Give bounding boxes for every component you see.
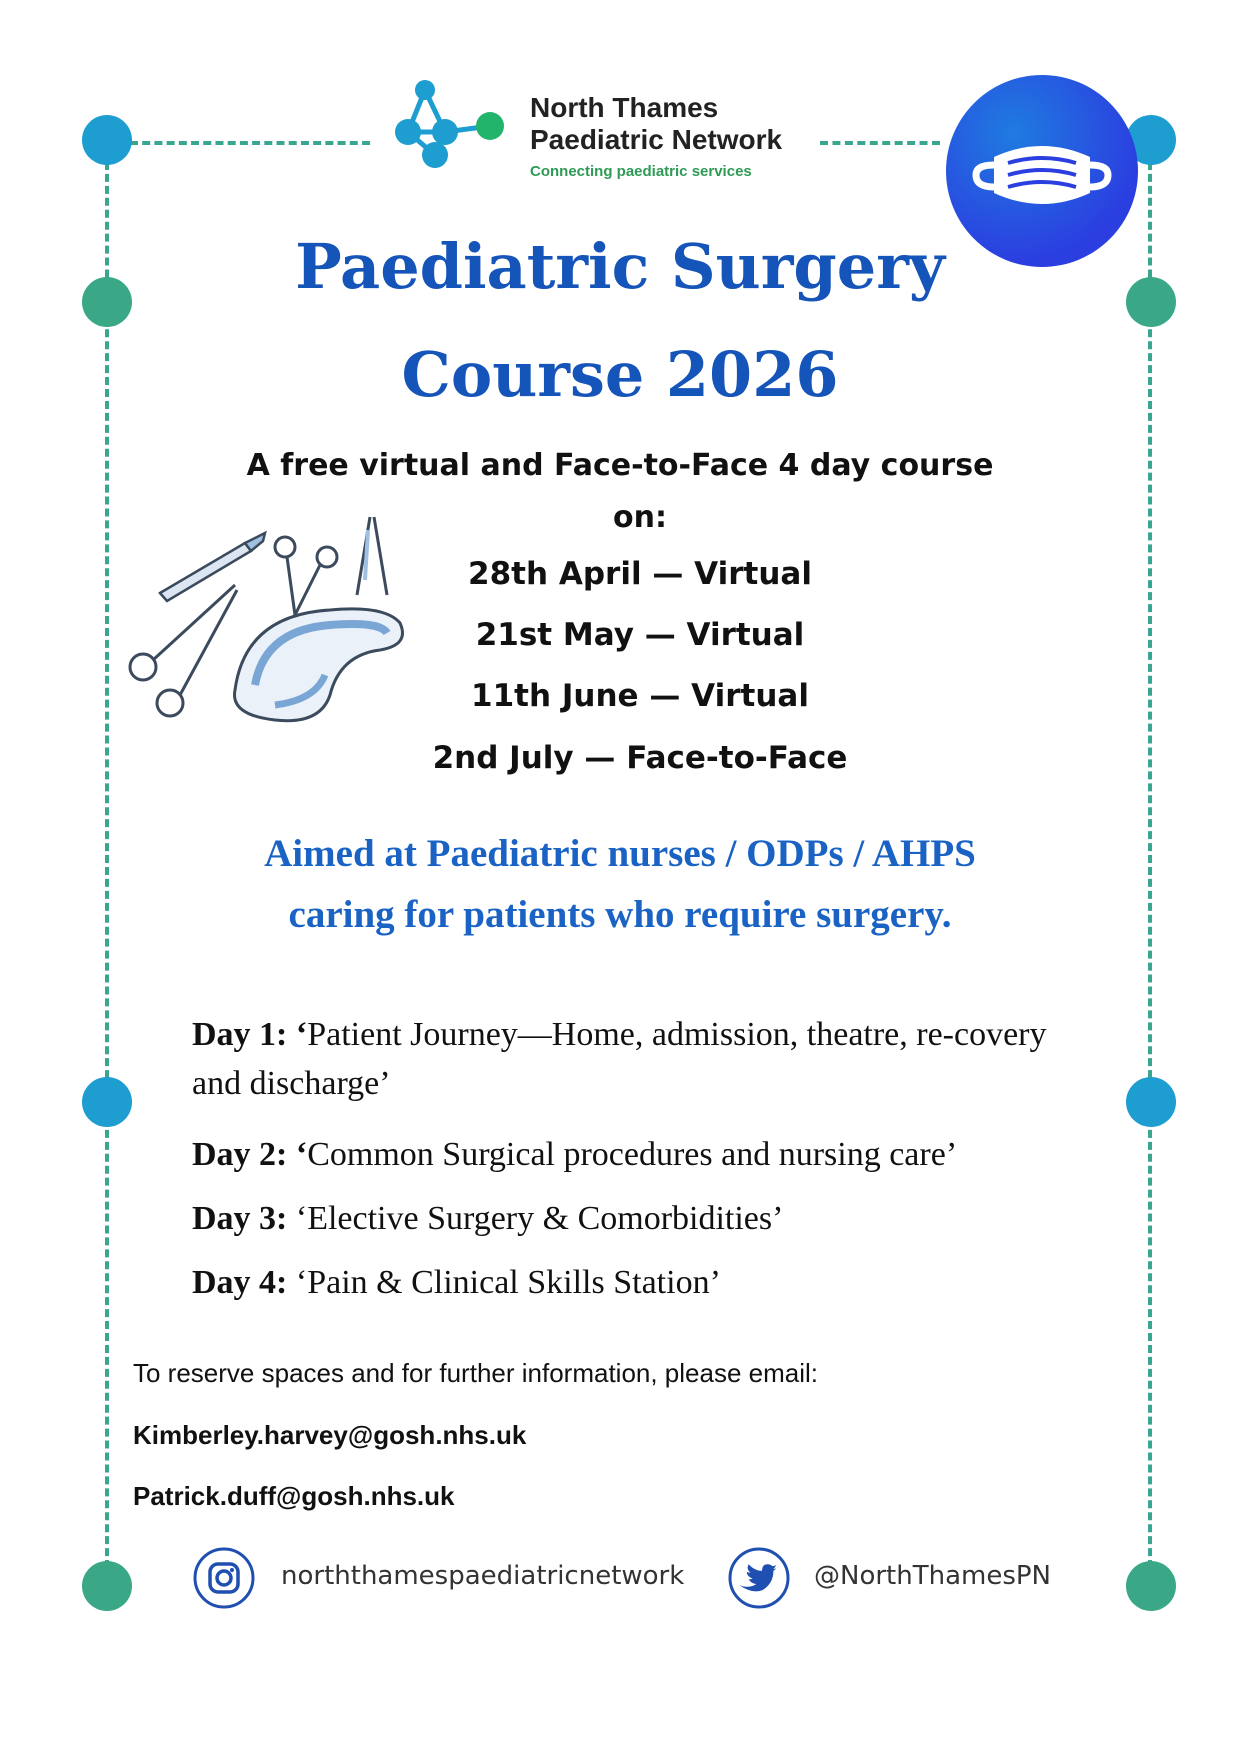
contact-email-2[interactable]: Patrick.duff@gosh.nhs.uk [133, 1481, 455, 1511]
day-4-label: Day 4: [192, 1264, 288, 1301]
day-2-open-quote: ‘ [287, 1136, 308, 1173]
day-4-text: Pain & Clinical Skills Station’ [307, 1264, 721, 1301]
day-1-label: Day 1: [192, 1016, 288, 1053]
day-1-open-quote: ‘ [287, 1016, 308, 1053]
day-2-label: Day 2: [192, 1136, 288, 1173]
network-logo-icon [390, 80, 510, 180]
course-title-line-2: Course 2026 [401, 338, 839, 411]
logo-line-1: North Thames [530, 92, 719, 123]
twitter-handle: @NorthThamesPN [814, 1561, 1052, 1591]
session-date-1: 28th April — Virtual [468, 556, 812, 592]
session-date-3: 11th June — Virtual [471, 678, 809, 714]
day-3-open-quote: ‘ [287, 1200, 308, 1237]
day-3-text: Elective Surgery & Comorbidities’ [307, 1200, 784, 1237]
twitter-icon [728, 1547, 790, 1609]
frame-dot-top-left [82, 115, 132, 165]
instagram-handle: norththamespaediatricnetwork [281, 1561, 685, 1591]
frame-dot-right-middle [1126, 1077, 1176, 1127]
frame-dot-bottom-right [1126, 1561, 1176, 1611]
instagram-icon [193, 1547, 255, 1609]
day-1-text: Patient Journey—Home, admission, theatre, re-covery and discharge’ [192, 1016, 1047, 1102]
day-3-label: Day 3: [192, 1200, 288, 1237]
day-4-open-quote: ‘ [287, 1264, 308, 1301]
day-2-text: Common Surgical procedures and nursing care’ [307, 1136, 958, 1173]
logo-line-2: Paediatric Network [530, 124, 783, 155]
audience-line-1: Aimed at Paediatric nurses / ODPs / AHPS [264, 832, 976, 875]
frame-top-right-dash [820, 141, 940, 145]
frame-dot-bottom-left [82, 1561, 132, 1611]
contact-email-1[interactable]: Kimberley.harvey@gosh.nhs.uk [133, 1420, 527, 1450]
session-date-4: 2nd July — Face-to-Face [432, 740, 848, 776]
instagram-link[interactable] [193, 1547, 693, 1611]
surgical-instruments-illustration [125, 505, 415, 735]
logo-tagline: Connecting paediatric services [530, 163, 752, 180]
day-3-item [192, 1194, 1082, 1243]
contact-prompt: To reserve spaces and for further information, please email: [133, 1358, 819, 1388]
frame-top-left-dash [130, 141, 370, 145]
day-1-item [192, 1010, 1082, 1108]
session-date-2: 21st May — Virtual [475, 617, 805, 653]
day-4-item [192, 1258, 1082, 1307]
course-intro-line-2: on: [613, 500, 667, 535]
course-intro-line-1: A free virtual and Face-to-Face 4 day course [246, 448, 994, 483]
audience-line-2: caring for patients who require surgery. [288, 893, 952, 936]
surgical-instruments-icon [125, 505, 415, 735]
frame-dot-left-middle [82, 1077, 132, 1127]
twitter-link[interactable] [728, 1547, 1068, 1611]
course-title-line-1: Paediatric Surgery [295, 230, 945, 303]
day-2-item [192, 1130, 1122, 1179]
